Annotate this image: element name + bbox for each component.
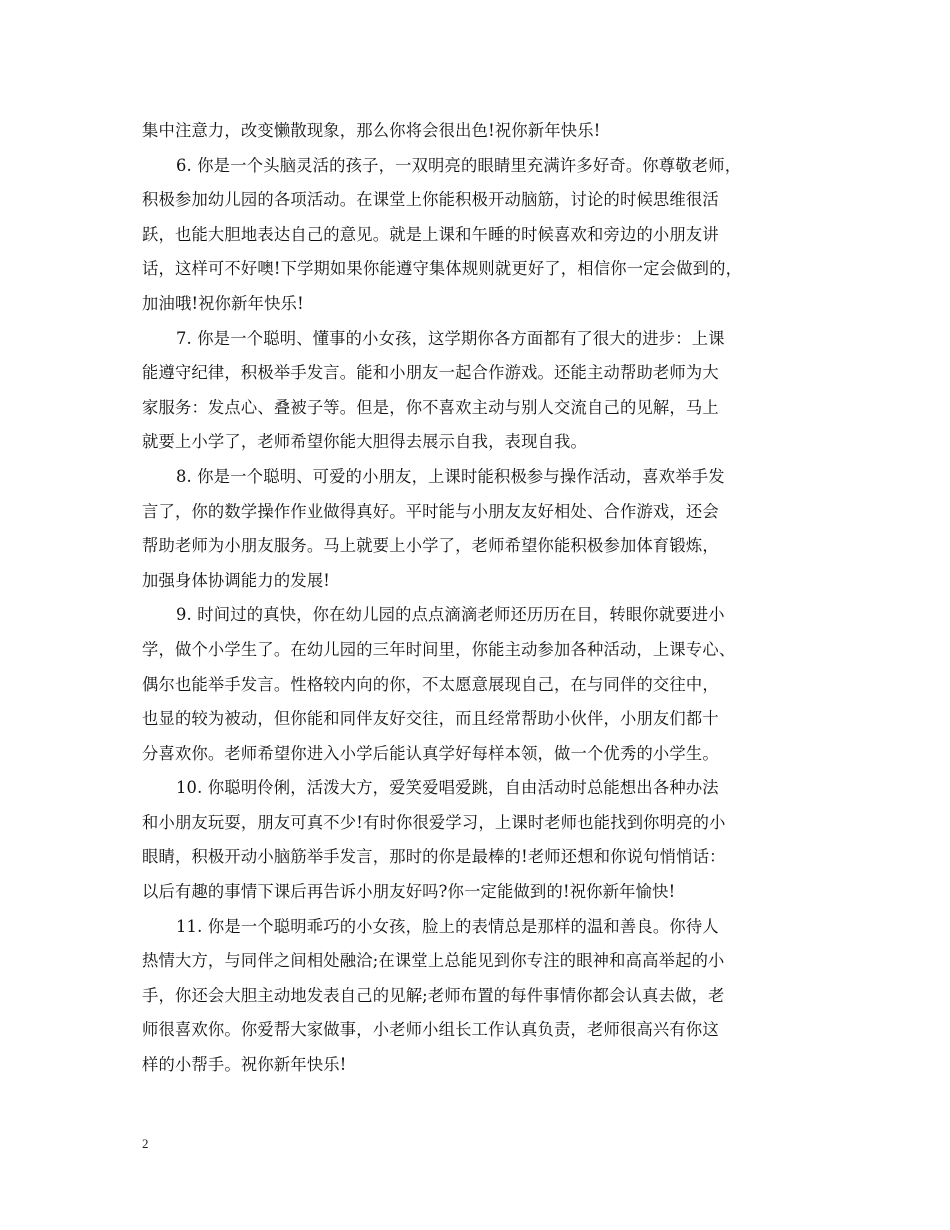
text-line: 跃，也能大胆地表达自己的意见。就是上课和午睡的时候喜欢和旁边的小朋友讲 bbox=[142, 224, 719, 244]
text-line: 偶尔也能举手发言。性格较内向的你，不太愿意展现自己，在与同伴的交往中， bbox=[142, 674, 719, 694]
text-line: 积极参加幼儿园的各项活动。在课堂上你能积极开动脑筋，讨论的时候思维很活 bbox=[142, 190, 719, 210]
text-line: 加强身体协调能力的发展! bbox=[142, 570, 331, 590]
text-line: 加油哦!祝你新年快乐! bbox=[142, 293, 304, 313]
page-number: 2 bbox=[142, 1136, 149, 1151]
text-line: 样的小帮手。祝你新年快乐! bbox=[142, 1055, 347, 1075]
paragraph-8-first-line: 8. 你是一个聪明、可爱的小朋友，上课时能积极参与操作活动，喜欢举手发 bbox=[176, 466, 725, 486]
document-body bbox=[142, 114, 814, 1083]
text-line: 言了，你的数学操作作业做得真好。平时能与小朋友友好相处、合作游戏，还会 bbox=[142, 501, 719, 521]
text-line: 能遵守纪律，积极举手发言。能和小朋友一起合作游戏。还能主动帮助老师为大 bbox=[142, 363, 719, 383]
text-line: 师很喜欢你。你爱帮大家做事，小老师小组长工作认真负责，老师很高兴有你这 bbox=[142, 1020, 719, 1040]
text-line: 也显的较为被动，但你能和同伴友好交往，而且经常帮助小伙伴，小朋友们都十 bbox=[142, 709, 719, 729]
text-line: 学，做个小学生了。在幼儿园的三年时间里，你能主动参加各种活动，上课专心、 bbox=[142, 639, 736, 659]
text-line: 话，这样可不好噢!下学期如果你能遵守集体规则就更好了，相信你一定会做到的， bbox=[142, 259, 743, 279]
text-line: 手，你还会大胆主动地发表自己的见解;老师布置的每件事情你都会认真去做，老 bbox=[142, 985, 725, 1005]
text-line: 帮助老师为小朋友服务。马上就要上小学了，老师希望你能积极参加体育锻炼， bbox=[142, 536, 719, 556]
text-line: 就要上小学了，老师希望你能大胆得去展示自我，表现自我。 bbox=[142, 432, 587, 452]
paragraph-10-first-line: 10. 你聪明伶俐，活泼大方，爱笑爱唱爱跳，自由活动时总能想出各种办法 bbox=[176, 778, 719, 798]
text-line: 热情大方，与同伴之间相处融洽;在课堂上总能见到你专注的眼神和高高举起的小 bbox=[142, 951, 725, 971]
paragraph-6-first-line: 6. 你是一个头脑灵活的孩子，一双明亮的眼睛里充满许多好奇。你尊敬老师， bbox=[176, 155, 742, 175]
text-line: 眼睛，积极开动小脑筋举手发言，那时的你是最棒的!老师还想和你说句悄悄话： bbox=[142, 847, 726, 867]
text-line: 以后有趣的事情下课后再告诉小朋友好吗?你一定能做到的!祝你新年愉快! bbox=[142, 882, 676, 902]
paragraph-11-first-line: 11. 你是一个聪明乖巧的小女孩，脸上的表情总是那样的温和善良。你待人 bbox=[176, 916, 719, 936]
text-line: 家服务：发点心、叠被子等。但是，你不喜欢主动与别人交流自己的见解，马上 bbox=[142, 397, 719, 417]
text-line: 分喜欢你。老师希望你进入小学后能认真学好每样本领，做一个优秀的小学生。 bbox=[142, 743, 719, 763]
text-line: 和小朋友玩耍，朋友可真不少!有时你很爱学习，上课时老师也能找到你明亮的小 bbox=[142, 812, 726, 832]
paragraph-7-first-line: 7. 你是一个聪明、懂事的小女孩，这学期你各方面都有了很大的进步：上课 bbox=[176, 328, 725, 348]
paragraph-9-first-line: 9. 时间过的真快，你在幼儿园的点点滴滴老师还历历在目，转眼你就要进小 bbox=[176, 605, 725, 625]
text-line: 集中注意力，改变懒散现象，那么你将会很出色!祝你新年快乐! bbox=[142, 121, 601, 140]
